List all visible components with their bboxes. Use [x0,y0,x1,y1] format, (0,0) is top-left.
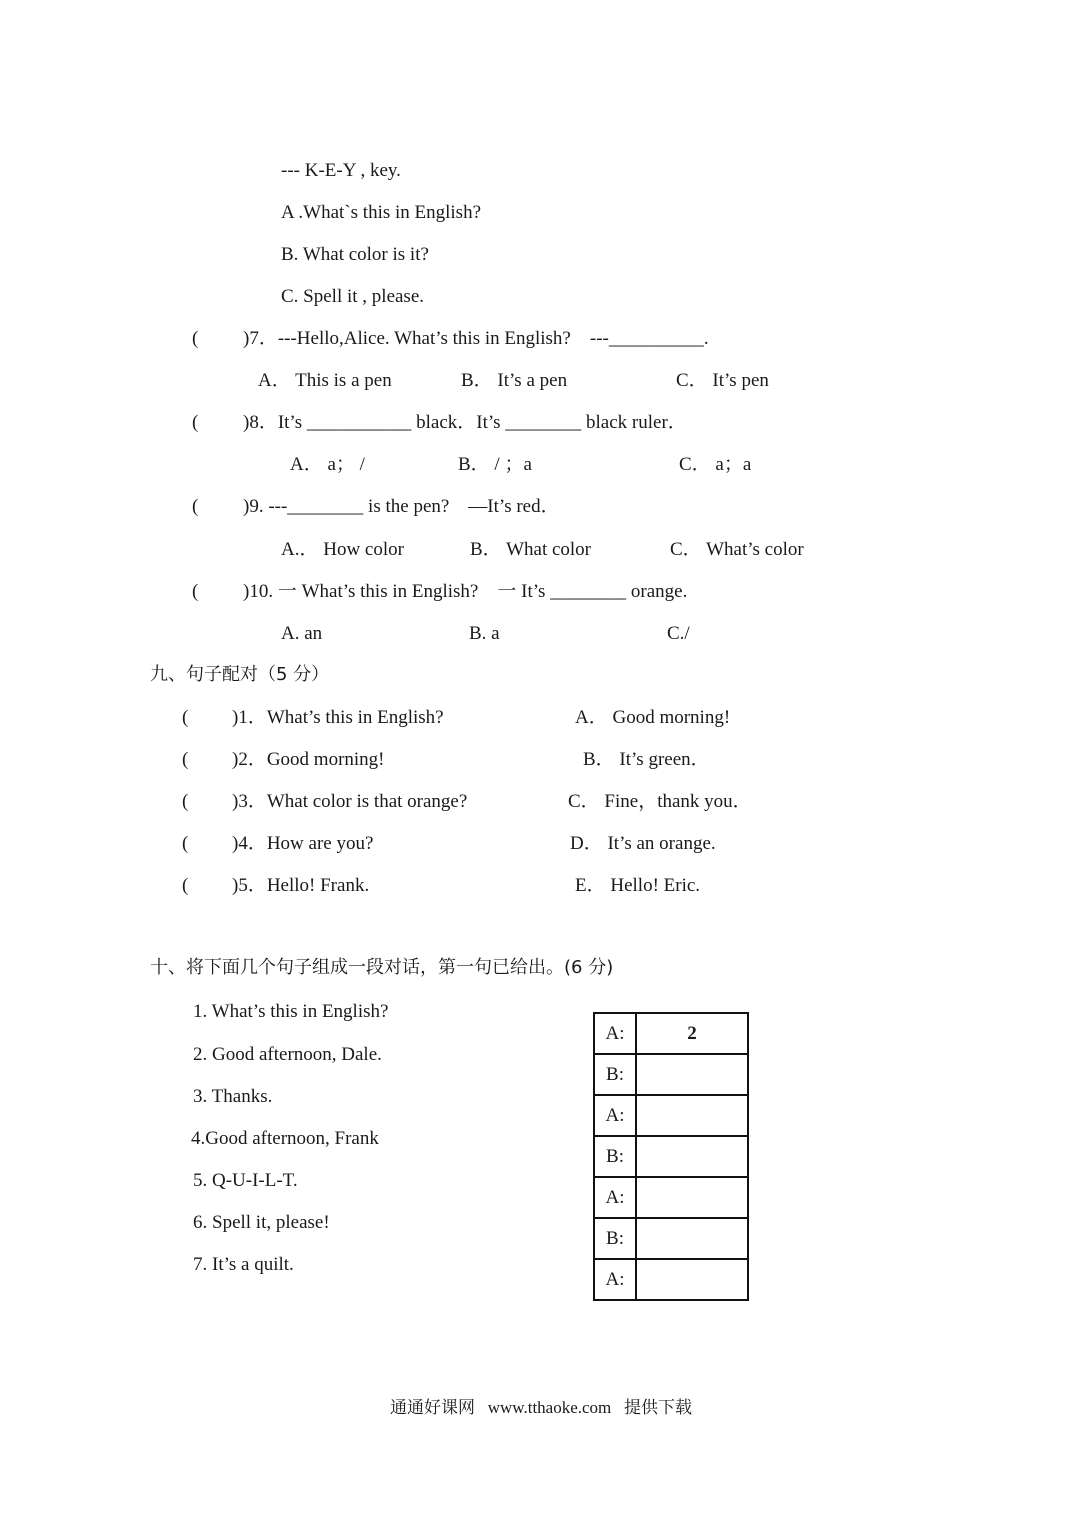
q8-option-c: C． a；a [679,454,752,475]
match-answer: D． It’s an orange. [570,833,716,854]
answer-cell [636,1054,748,1095]
q9-option-c: C． What’s color [670,539,804,560]
table-row [594,1095,748,1136]
q10-stem: )10. 一 What’s this in English? 一 It’s ________ orange. [243,581,688,602]
q8-option-a: A． a； / [290,454,365,475]
match-question: )2．Good morning! [232,749,385,770]
match-paren: ( [182,833,189,854]
dialog-sentence: 7. It’s a quilt. [193,1254,294,1275]
speaker-cell: B: [594,1218,636,1259]
answer-cell [636,1218,748,1259]
q6-option-c: C. Spell it , please. [281,286,425,307]
match-question: )3．What color is that orange? [232,791,468,812]
q7-option-b: B． It’s a pen [461,370,568,391]
answer-cell [636,1259,748,1300]
speaker-cell: A: [594,1259,636,1300]
match-answer: E． Hello! Eric. [575,875,701,896]
q6-option-b: B. What color is it? [281,244,429,265]
match-answer: A． Good morning! [575,707,731,728]
table-row [594,1054,748,1095]
match-paren: ( [182,791,189,812]
answer-cell: 2 [636,1013,748,1054]
dialogue-order-table [593,1012,749,1301]
table-row [594,1136,748,1177]
dialog-sentence: 6. Spell it, please! [193,1212,330,1233]
match-answer: C． Fine，thank you． [568,791,752,812]
q9-option-b: B． What color [470,539,592,560]
dialog-sentence: 3. Thanks. [193,1086,273,1107]
q9-stem: )9. ---________ is the pen? —It’s red． [243,496,560,517]
speaker-cell: B: [594,1136,636,1177]
speaker-cell: A: [594,1013,636,1054]
q7-paren: ( [192,328,199,349]
speaker-cell: B: [594,1054,636,1095]
answer-cell [636,1177,748,1218]
q10-option-a: A. an [281,623,323,644]
answer-cell [636,1136,748,1177]
q10-paren: ( [192,581,199,602]
q10-option-c: C./ [667,623,690,644]
dialog-sentence: 1. What’s this in English? [193,1001,389,1022]
q9-option-a: A.． How color [281,539,404,560]
q10-option-b: B. a [469,623,500,644]
q7-option-a: A． This is a pen [258,370,392,391]
section9-heading: 九、句子配对（5 分） [150,664,330,685]
dialog-sentence: 4.Good afternoon, Frank [191,1128,379,1149]
section10-heading: 十、将下面几个句子组成一段对话，第一句已给出。(6 分) [150,957,614,978]
speaker-cell: A: [594,1177,636,1218]
page-footer: 通通好课网 www.tthaoke.com 提供下载 [390,1398,693,1417]
q7-option-c: C． It’s pen [676,370,769,391]
match-paren: ( [182,875,189,896]
match-question: )5．Hello! Frank. [232,875,370,896]
dialog-sentence: 2. Good afternoon, Dale. [193,1044,382,1065]
match-question: )1．What’s this in English? [232,707,444,728]
table-row [594,1013,748,1054]
speaker-cell: A: [594,1095,636,1136]
match-paren: ( [182,749,189,770]
match-answer: B． It’s green． [583,749,710,770]
q8-stem: )8．It’s ___________ black．It’s ________ black ruler． [243,412,687,433]
q8-option-b: B． / ；a [458,454,532,475]
answer-cell [636,1095,748,1136]
q6-dialog: --- K-E-Y , key. [281,160,401,181]
match-paren: ( [182,707,189,728]
dialog-sentence: 5. Q-U-I-L-T. [193,1170,298,1191]
match-question: )4．How are you? [232,833,374,854]
table-row [594,1218,748,1259]
table-row [594,1177,748,1218]
table-row [594,1259,748,1300]
q9-paren: ( [192,496,199,517]
q6-option-a: A .What`s this in English? [281,202,482,223]
q7-stem: )7．---Hello,Alice. What’s this in English? ---__________. [243,328,709,349]
q8-paren: ( [192,412,199,433]
